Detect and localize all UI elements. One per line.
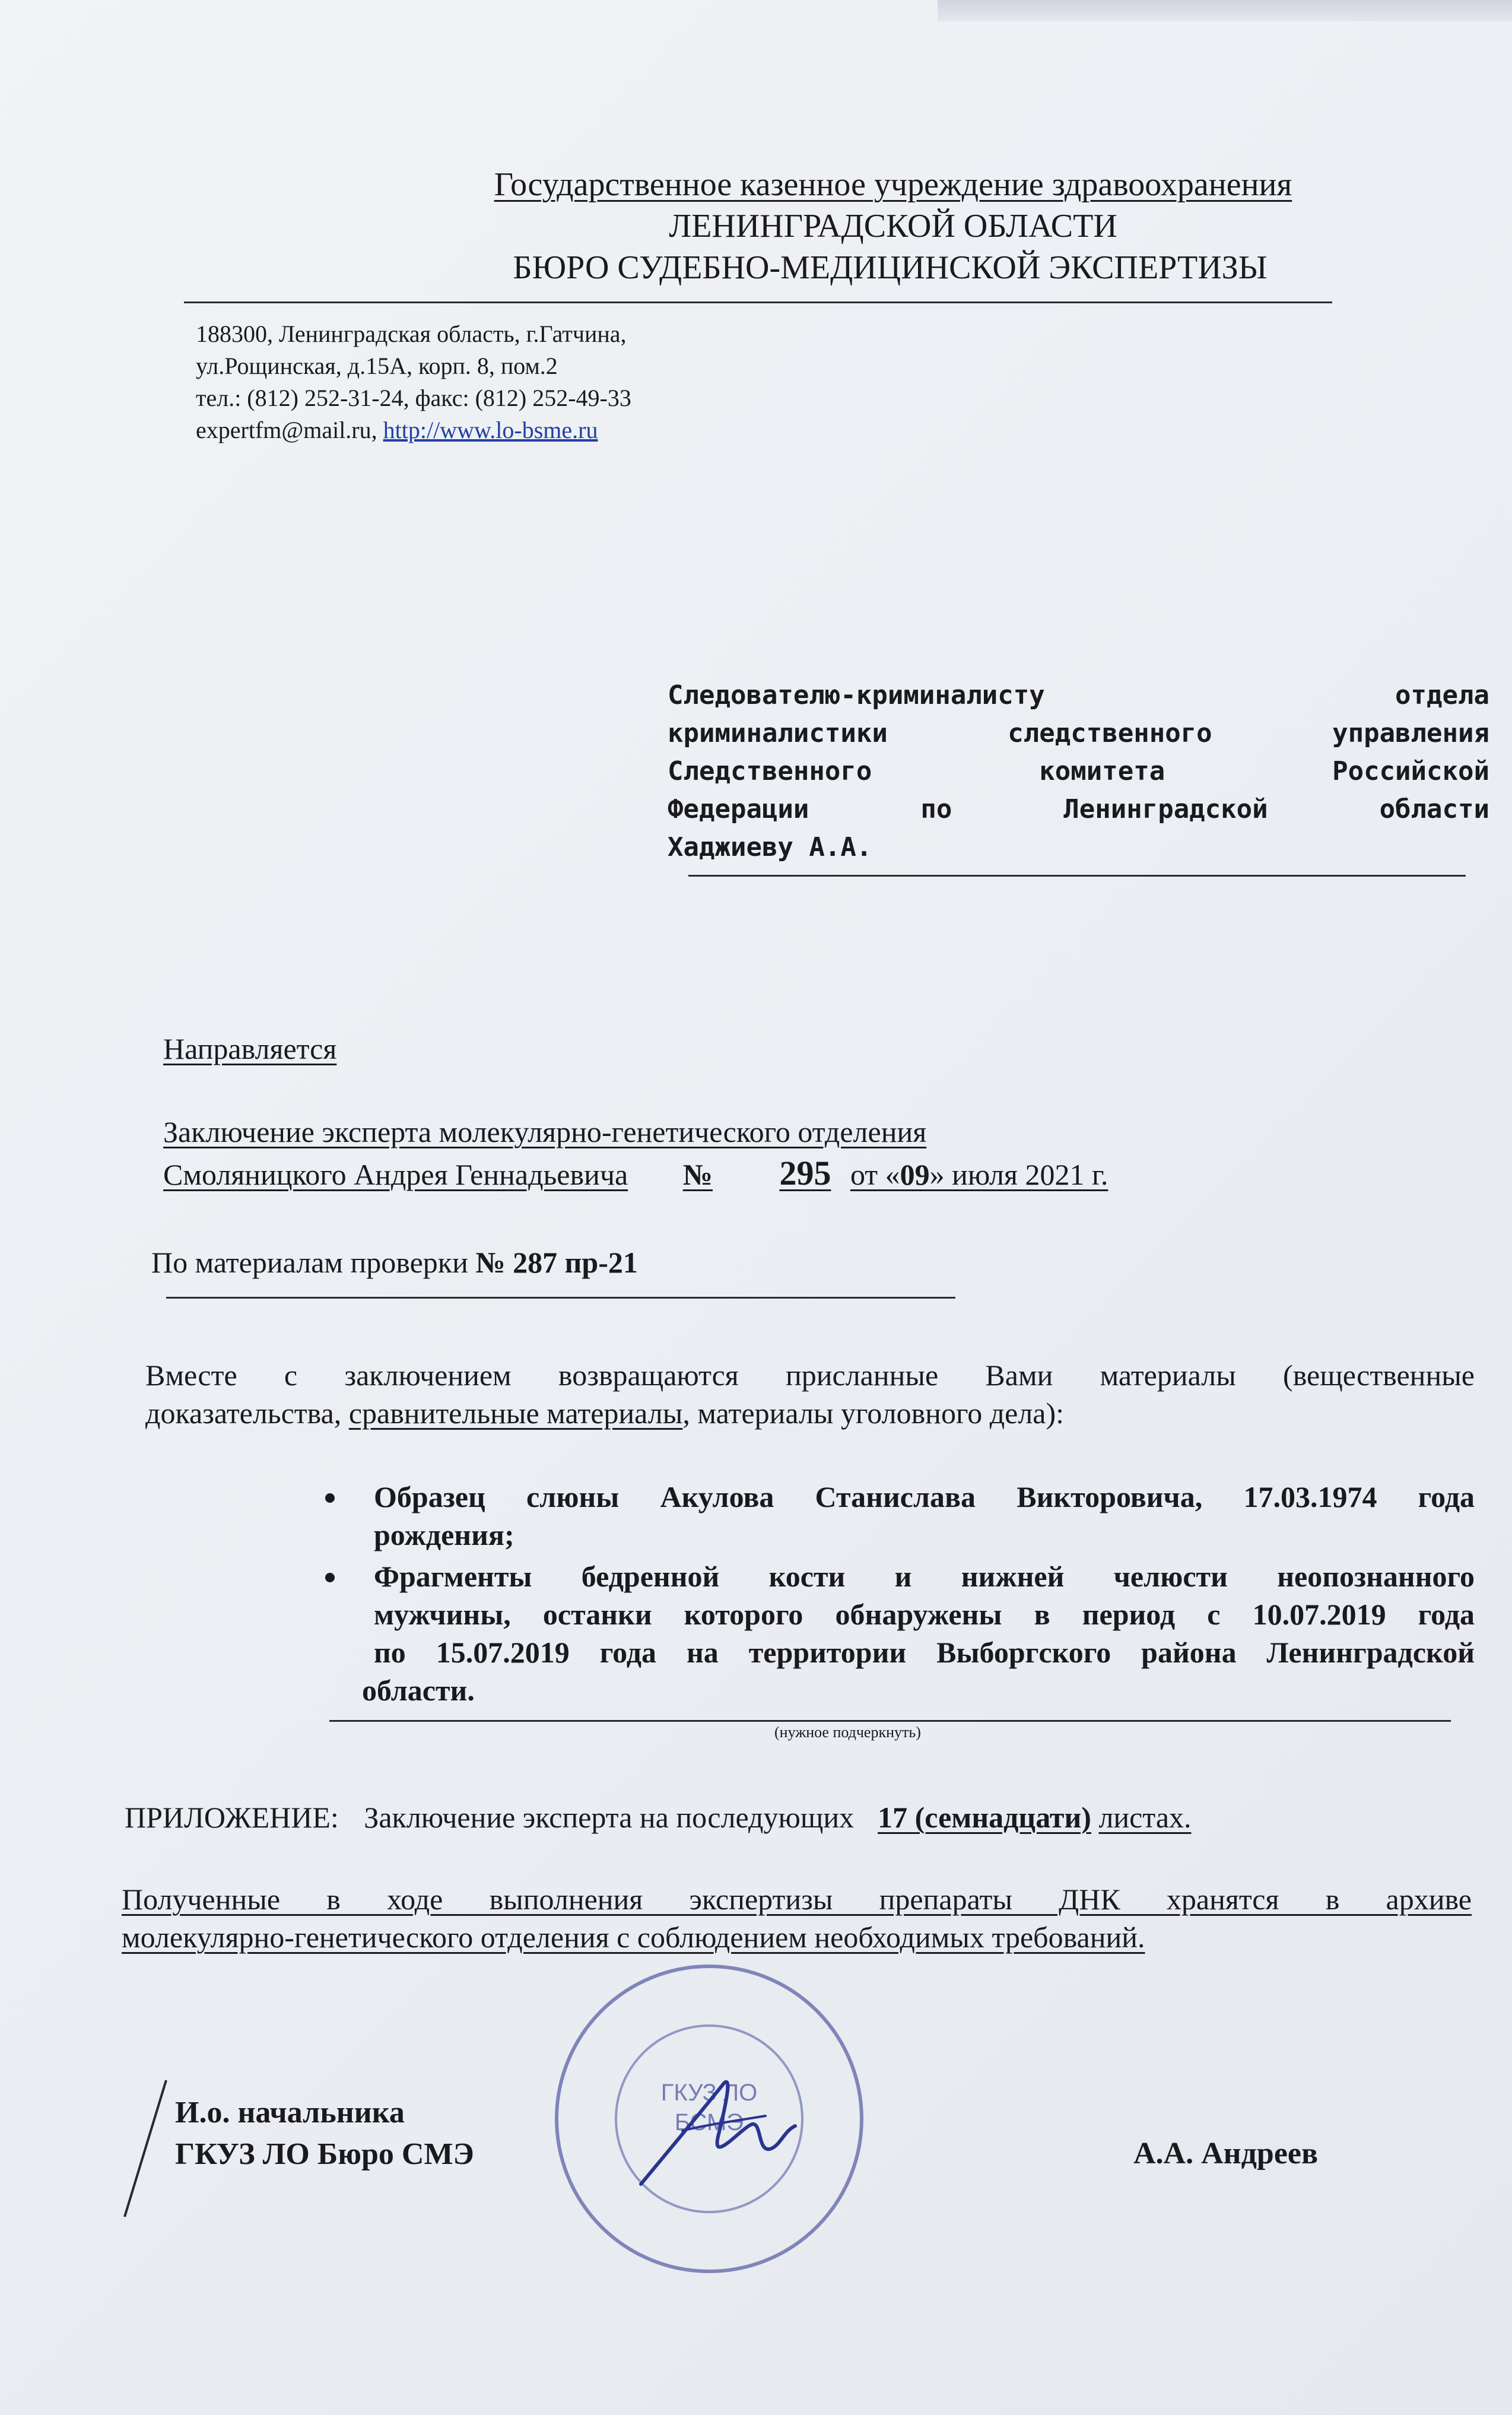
date-day: 09 — [900, 1158, 930, 1191]
materials-line — [151, 1243, 982, 1281]
dna-note-line1: Полученные в ходе выполнения экспертизы препараты ДНК хранятся в архиве — [122, 1883, 1472, 1916]
returned-paragraph — [145, 1356, 1475, 1432]
bullet-icon — [325, 1493, 335, 1503]
returned-line2 — [145, 1394, 1475, 1432]
org-name-line1: Государственное казенное учреждение здравоохранения — [494, 166, 1292, 203]
address-line2: ул.Рощинская, д.15А, корп. 8, пом.2 — [196, 353, 558, 379]
date-prefix: от « — [850, 1158, 900, 1191]
recipient-block — [668, 677, 1489, 867]
appendix-label: ПРИЛОЖЕНИЕ: — [125, 1801, 339, 1834]
address-website-link[interactable]: http://www.lo-bsme.ru — [383, 417, 598, 443]
item1-line1: Образец слюны Акулова Станислава Викторовича, 17.03.1974 года — [374, 1480, 1475, 1513]
returned-line1: Вместе с заключением возвращаются присланные Вами материалы (вещественные — [145, 1359, 1475, 1392]
list-item — [362, 1557, 1475, 1709]
stamp-line1: ГКУЗ ЛО — [660, 2080, 758, 2106]
underline-note: (нужное подчеркнуть) — [774, 1724, 921, 1741]
expert-name: Смоляницкого Андрея Геннадьевича — [163, 1158, 628, 1191]
check-number: № 287 пр-21 — [475, 1246, 638, 1279]
dna-note-line2: молекулярно-генетического отделения с соблюдением необходимых требований. — [122, 1921, 1145, 1954]
recipient-name: Хаджиеву А.А. — [668, 832, 872, 862]
address-email[interactable]: expertfm@mail.ru, — [196, 417, 377, 443]
address-block — [196, 318, 908, 446]
recipient-line2: криминалистики следственного управления — [668, 718, 1489, 748]
date-suffix: » июля 2021 г. — [929, 1158, 1108, 1191]
org-name-line3: БЮРО СУДЕБНО-МЕДИЦИНСКОЙ ЭКСПЕРТИЗЫ — [513, 249, 1268, 286]
direction-label: Направляется — [163, 1032, 337, 1065]
returned-line2-c: , материалы уголовного дела): — [682, 1397, 1065, 1430]
recipient-line1: Следователю-криминалисту отдела — [668, 680, 1489, 710]
handwritten-signature — [629, 2059, 807, 2202]
comparative-materials: сравнительные материалы — [348, 1397, 683, 1430]
number-sign: № — [682, 1158, 713, 1191]
item2-line3: по 15.07.2019 года на территории Выборгского района Ленинградской — [374, 1636, 1475, 1669]
materials-prefix: По материалам проверки — [151, 1246, 468, 1279]
item2-line4: области. — [362, 1674, 475, 1707]
stamp-line2: БСМЭ — [674, 2109, 744, 2135]
list-item — [374, 1478, 1475, 1554]
address-contacts — [196, 414, 908, 446]
conclusion-number: 295 — [779, 1154, 831, 1192]
signature-bracket — [119, 2077, 178, 2220]
direction-line2 — [163, 1154, 1291, 1194]
recipient-line4: Федерации по Ленинградской области — [668, 794, 1489, 824]
appendix-text: Заключение эксперта на последующих — [364, 1801, 855, 1834]
appendix-suffix: листах. — [1098, 1801, 1192, 1834]
direction-line1: Заключение эксперта молекулярно-генетического отделения — [163, 1115, 927, 1148]
header-divider — [184, 302, 1332, 303]
materials-underline — [166, 1297, 955, 1299]
bullet-icon — [325, 1573, 335, 1582]
appendix-line — [125, 1798, 1400, 1836]
item2-line1: Фрагменты бедренной кости и нижней челюсти неопознанного — [374, 1560, 1475, 1593]
address-line1: 188300, Ленинградская область, г.Гатчина, — [196, 320, 627, 347]
appendix-count: 17 (семнадцати) — [878, 1801, 1091, 1834]
signatory-title-line1: И.о. начальника — [175, 2096, 405, 2130]
page-corner-shadow — [938, 0, 1512, 21]
item1-line2: рождения; — [374, 1518, 514, 1551]
returned-items-list — [362, 1478, 1475, 1709]
signatory-name: А.А. Андреев — [1133, 2137, 1319, 2170]
signatory-title — [175, 2092, 590, 2175]
items-underline — [329, 1720, 1451, 1722]
returned-line2-a: доказательства, — [145, 1397, 349, 1430]
recipient-underline — [688, 875, 1466, 877]
item2-line2: мужчины, останки которого обнаружены в период с 10.07.2019 года — [374, 1598, 1475, 1631]
address-phone: тел.: (812) 252-31-24, факс: (812) 252-49-33 — [196, 385, 631, 411]
signatory-title-line2: ГКУЗ ЛО Бюро СМЭ — [175, 2137, 474, 2171]
org-name-line2: ЛЕНИНГРАДСКОЙ ОБЛАСТИ — [669, 208, 1117, 245]
recipient-line3: Следственного комитета Российской — [668, 756, 1489, 786]
dna-note — [122, 1880, 1472, 1956]
